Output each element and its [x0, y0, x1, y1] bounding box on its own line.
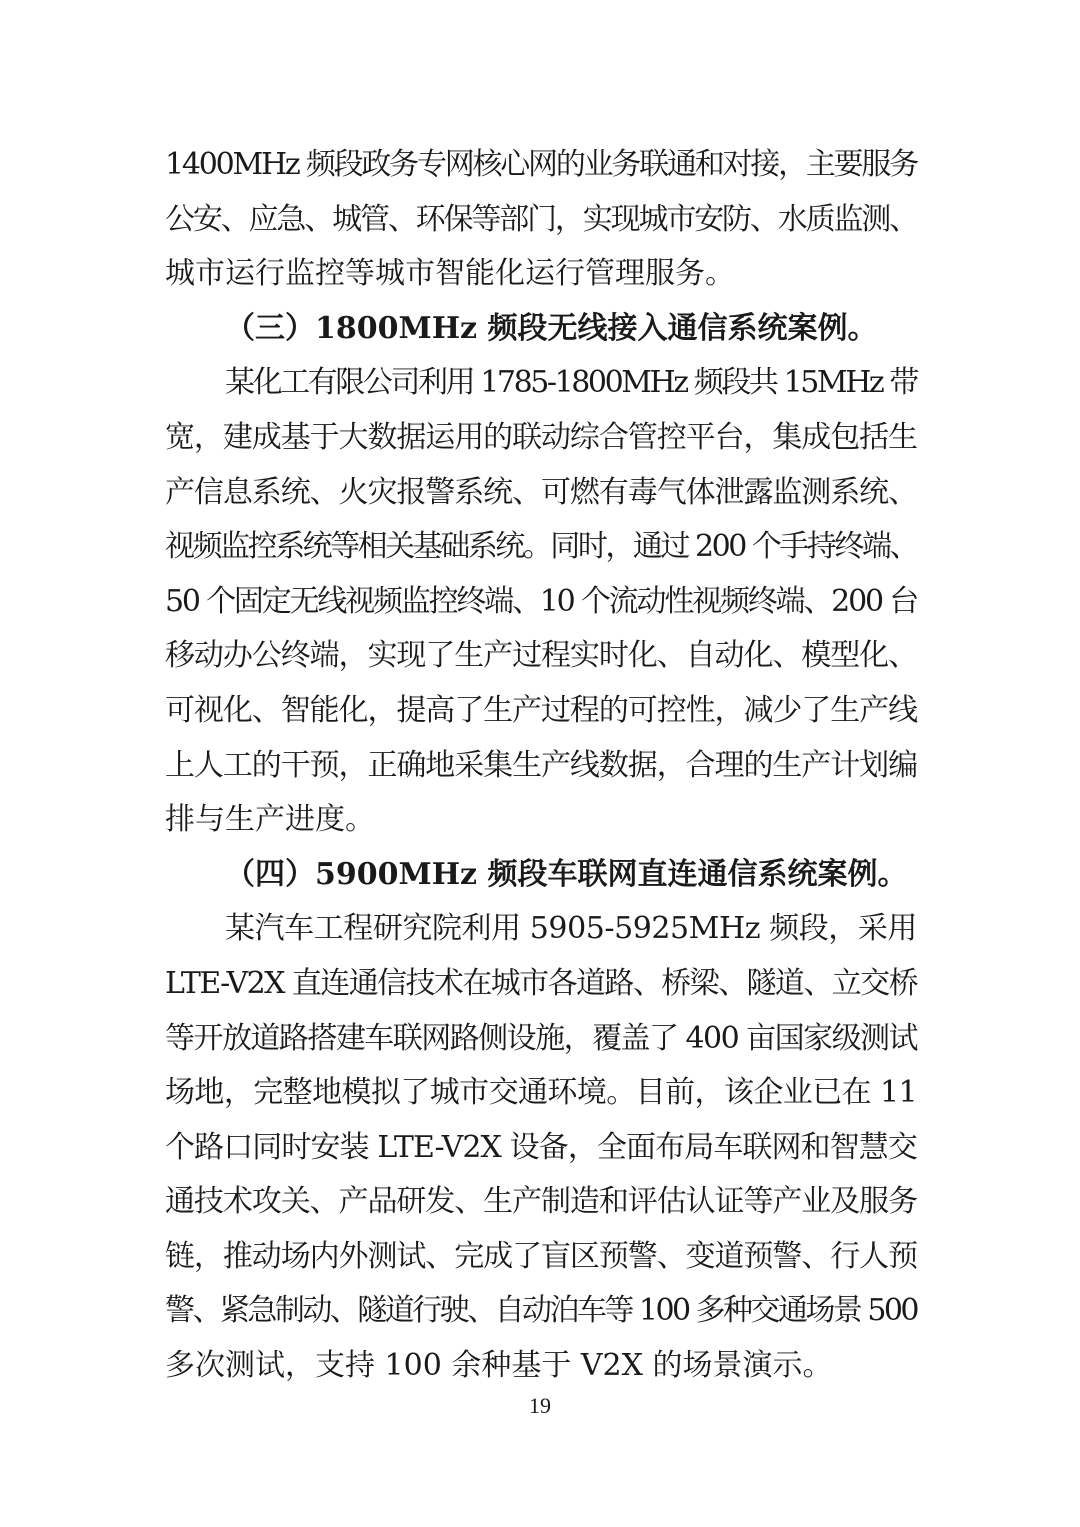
text-line: 多次测试，支持 100 余种基于 V2X 的场景演示。	[165, 1348, 833, 1384]
page-number: 19	[529, 1393, 551, 1418]
text-line: 等开放道路搭建车联网路侧设施，覆盖了 400 亩国家级测试	[165, 1020, 917, 1056]
text-line: 通技术攻关、产品研发、生产制造和评估认证等产业及服务	[165, 1184, 917, 1220]
text-line: 某汽车工程研究院利用 5905-5925MHz 频段，采用	[225, 911, 917, 947]
text-line: 个路口同时安装 LTE-V2X 设备，全面布局车联网和智慧交	[165, 1129, 917, 1165]
text-line: 移动办公终端，实现了生产过程实时化、自动化、模型化、	[165, 638, 917, 674]
text-line: 宽，建成基于大数据运用的联动综合管控平台，集成包括生	[165, 419, 917, 455]
text-line: 排与生产进度。	[165, 802, 375, 838]
body-text	[165, 138, 917, 1394]
text-line: 城市运行监控等城市智能化运行管理服务。	[165, 256, 735, 292]
text-line: 警、紧急制动、隧道行驶、自动泊车等 100 多种交通场景 500	[165, 1293, 917, 1329]
text-line: 上人工的干预，正确地采集生产线数据，合理的生产计划编	[165, 747, 917, 783]
text-line: 1400MHz 频段政务专网核心网的业务联通和对接，主要服务	[165, 147, 917, 182]
text-line: 产信息系统、火灾报警系统、可燃有毒气体泄露监测系统、	[165, 474, 917, 510]
section-heading: （三）1800MHz 频段无线接入通信系统案例。	[225, 310, 878, 346]
text-line: LTE-V2X 直连通信技术在城市各道路、桥梁、隧道、立交桥	[165, 965, 917, 1001]
text-line: 场地，完整地模拟了城市交通环境。目前，该企业已在 11	[165, 1075, 917, 1111]
text-line: 链，推动场内外测试、完成了盲区预警、变道预警、行人预	[165, 1238, 917, 1274]
text-line: 视频监控系统等相关基础系统。同时，通过 200 个手持终端、	[165, 529, 917, 565]
text-line: 可视化、智能化，提高了生产过程的可控性，减少了生产线	[165, 692, 917, 728]
section-heading: （四）5900MHz 频段车联网直连通信系统案例。	[225, 856, 908, 892]
text-line: 50 个固定无线视频监控终端、10 个流动性视频终端、200 台	[165, 583, 917, 619]
text-line: 某化工有限公司利用 1785-1800MHz 频段共 15MHz 带	[225, 365, 917, 401]
text-line: 公安、应急、城管、环保等部门，实现城市安防、水质监测、	[165, 201, 917, 237]
